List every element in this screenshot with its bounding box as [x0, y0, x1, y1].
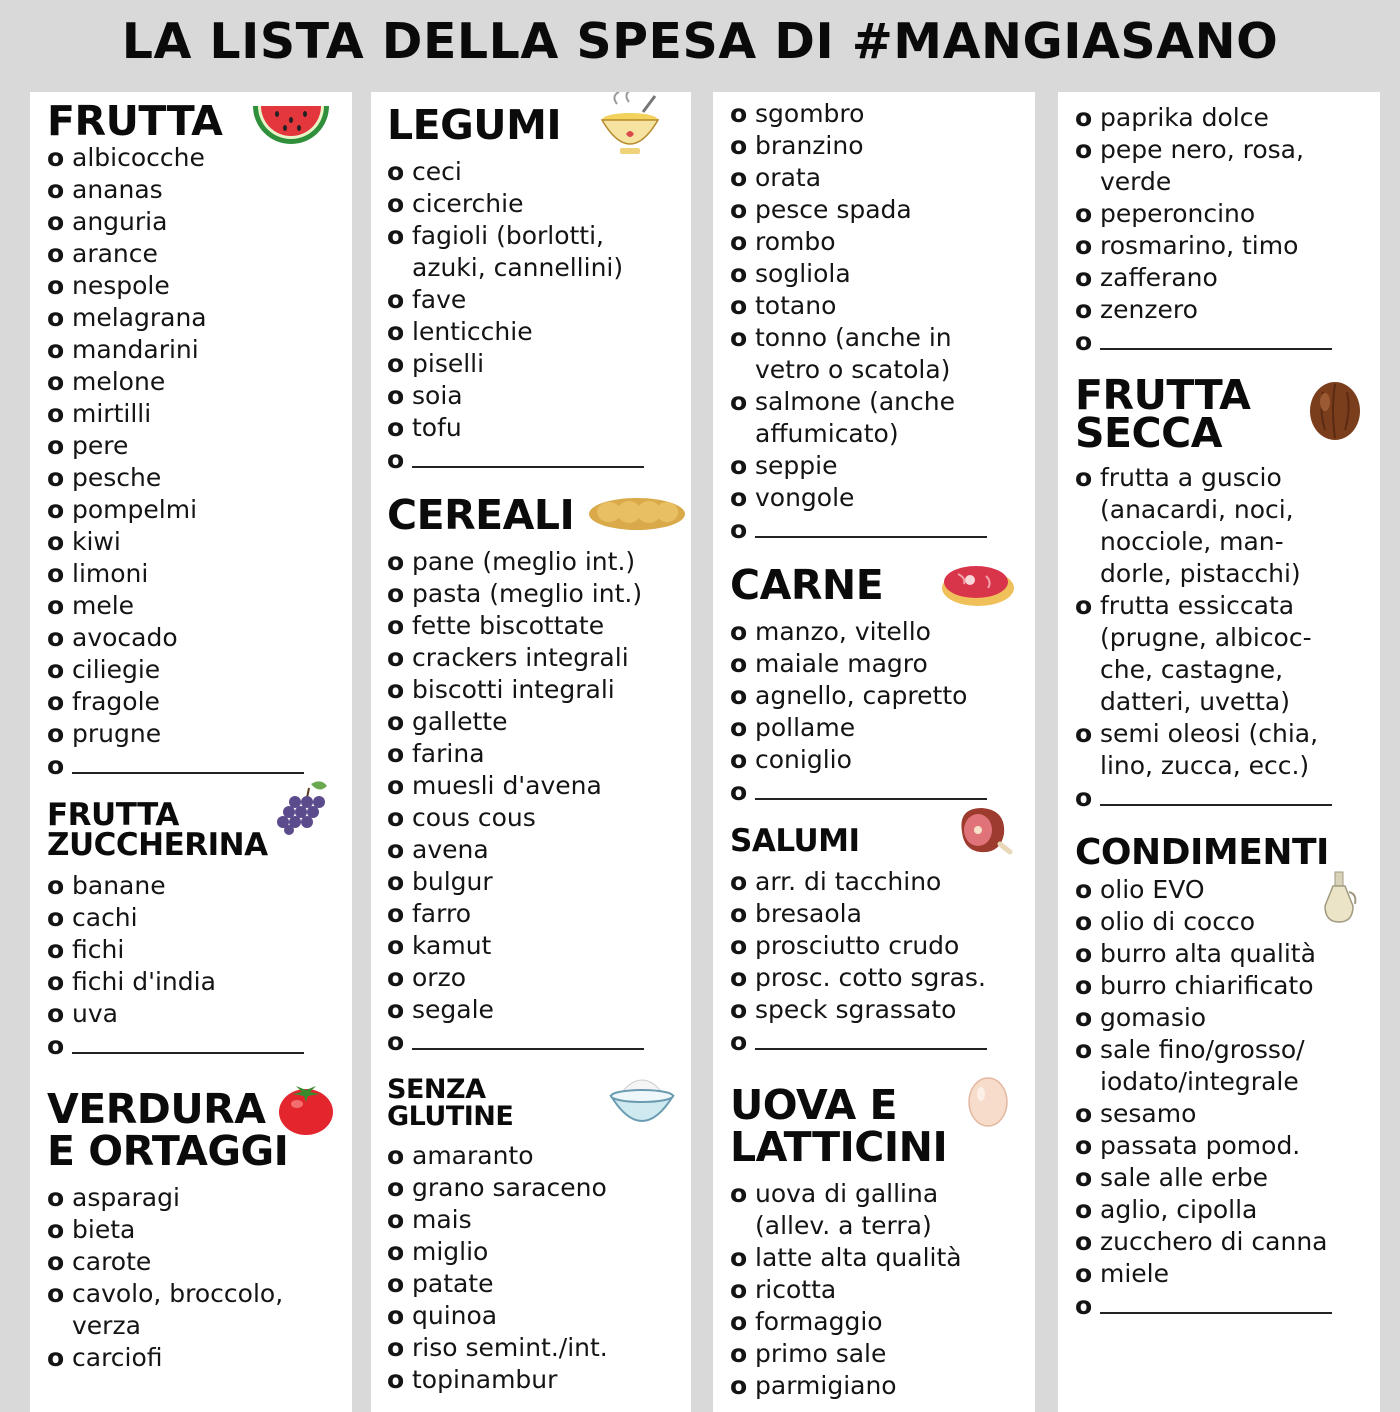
- section-title-carne: CARNE: [730, 564, 1035, 606]
- blank-line-item[interactable]: o: [1075, 326, 1380, 358]
- list-item[interactable]: o mandarini: [47, 335, 199, 364]
- list-item[interactable]: o sgombro: [730, 99, 865, 128]
- list-item[interactable]: o ricotta: [730, 1275, 837, 1304]
- egg-icon: [966, 1072, 1010, 1128]
- section-title-frutta-zuccherina: FRUTTA ZUCCHERINA: [47, 800, 352, 860]
- section-title-condimenti: CONDIMENTI: [1075, 832, 1380, 874]
- list-item[interactable]: o sogliola: [730, 259, 851, 288]
- column-2: [371, 92, 691, 1412]
- list-item[interactable]: o biscotti integrali: [387, 675, 615, 704]
- list-item[interactable]: o frutta a guscio (anacardi, noci, nocciole, man- dorle, pistacchi): [1075, 463, 1301, 588]
- list-item[interactable]: o sesamo: [1075, 1099, 1197, 1128]
- list-senza-glutine: [387, 1140, 691, 1396]
- list-item[interactable]: o pere: [47, 431, 129, 460]
- list-item[interactable]: o ceci: [387, 157, 462, 186]
- list-item[interactable]: o pesce spada: [730, 195, 912, 224]
- list-item[interactable]: o uva: [47, 999, 118, 1028]
- list-item[interactable]: o zucchero di canna: [1075, 1227, 1328, 1256]
- list-item[interactable]: o salmone (anche affumicato): [730, 387, 955, 448]
- list-salumi: [730, 866, 1035, 1058]
- list-item[interactable]: o semi oleosi (chia, lino, zucca, ecc.): [1075, 719, 1319, 780]
- list-item[interactable]: o soia: [387, 381, 463, 410]
- list-item[interactable]: o mirtilli: [47, 399, 152, 428]
- list-item[interactable]: o pepe nero, rosa, verde: [1075, 135, 1304, 196]
- list-item[interactable]: o latte alta qualità: [730, 1243, 962, 1272]
- list-item[interactable]: o crackers integrali: [387, 643, 629, 672]
- list-item[interactable]: o frutta essiccata (prugne, albicoc- che, castagne, datteri, uvetta): [1075, 591, 1312, 716]
- oil-bottle-icon: [1319, 870, 1359, 924]
- list-item[interactable]: o cous cous: [387, 803, 536, 832]
- tomato-icon: [277, 1080, 335, 1136]
- column-3: [713, 92, 1035, 1412]
- list-item[interactable]: o fichi d'india: [47, 967, 216, 996]
- list-item[interactable]: o parmigiano: [730, 1371, 897, 1400]
- list-item[interactable]: o avena: [387, 835, 489, 864]
- list-item[interactable]: o passata pomod.: [1075, 1131, 1301, 1160]
- list-item[interactable]: o muesli d'avena: [387, 771, 602, 800]
- list-item[interactable]: o tonno (anche in vetro o scatola): [730, 323, 952, 384]
- list-item[interactable]: o orata: [730, 163, 822, 192]
- section-title-frutta: FRUTTA: [47, 100, 352, 142]
- list-item[interactable]: o gomasio: [1075, 1003, 1207, 1032]
- list-item[interactable]: o lenticchie: [387, 317, 533, 346]
- list-item[interactable]: o fichi: [47, 935, 125, 964]
- blank-line-item[interactable]: o: [387, 444, 691, 476]
- list-item[interactable]: o fave: [387, 285, 467, 314]
- list-item[interactable]: o ananas: [47, 175, 163, 204]
- list-item[interactable]: o primo sale: [730, 1339, 887, 1368]
- list-item[interactable]: o tofu: [387, 413, 462, 442]
- column-4: [1058, 92, 1380, 1412]
- list-item[interactable]: o mele: [47, 591, 135, 620]
- list-item[interactable]: o prosciutto crudo: [730, 931, 960, 960]
- grapes-icon: [273, 776, 333, 836]
- blank-line-item[interactable]: o: [730, 514, 1035, 546]
- list-item[interactable]: o prugne: [47, 719, 162, 748]
- blank-line-item[interactable]: o: [730, 776, 1035, 808]
- list-item[interactable]: o agnello, capretto: [730, 681, 968, 710]
- list-item[interactable]: o rosmarino, timo: [1075, 231, 1299, 260]
- flour-bowl-icon: [609, 1070, 675, 1126]
- list-legumi: [387, 156, 691, 476]
- list-item[interactable]: o segale: [387, 995, 494, 1024]
- list-item[interactable]: o cachi: [47, 903, 138, 932]
- list-item[interactable]: o bresaola: [730, 899, 862, 928]
- blank-line-item[interactable]: o: [47, 750, 352, 782]
- list-item[interactable]: o bieta: [47, 1215, 136, 1244]
- list-item[interactable]: o kiwi: [47, 527, 121, 556]
- list-cereali: [387, 546, 691, 1058]
- section-title-uova-latticini: UOVA E LATTICINI: [730, 1084, 1035, 1168]
- bread-icon: [587, 496, 687, 532]
- page-title: LA LISTA DELLA SPESA DI #MANGIASANO: [121, 13, 1279, 70]
- list-item[interactable]: o cavolo, broccolo, verza: [47, 1279, 284, 1340]
- list-item[interactable]: o pane (meglio int.): [387, 547, 636, 576]
- section-title-legumi: LEGUMI: [387, 104, 691, 146]
- list-item[interactable]: o pollame: [730, 713, 856, 742]
- list-item[interactable]: o amaranto: [387, 1141, 534, 1170]
- list-item[interactable]: o olio di cocco: [1075, 907, 1256, 936]
- column-1: [30, 92, 352, 1412]
- watermelon-icon: [249, 98, 333, 156]
- list-item[interactable]: o rombo: [730, 227, 836, 256]
- list-item[interactable]: o mais: [387, 1205, 472, 1234]
- list-item[interactable]: o fragole: [47, 687, 160, 716]
- list-item[interactable]: o fette biscottate: [387, 611, 605, 640]
- blank-line-item[interactable]: o: [1075, 1290, 1380, 1322]
- list-item[interactable]: o riso semint./int.: [387, 1333, 608, 1362]
- ham-icon: [954, 802, 1014, 856]
- list-item[interactable]: o maiale magro: [730, 649, 928, 678]
- list-item[interactable]: o pompelmi: [47, 495, 198, 524]
- list-item[interactable]: o carciofi: [47, 1343, 163, 1372]
- list-item[interactable]: o melone: [47, 367, 166, 396]
- list-item[interactable]: o pasta (meglio int.): [387, 579, 643, 608]
- list-frutta-zuccherina: [47, 870, 352, 1062]
- section-title-senza-glutine: SENZA GLUTINE: [387, 1076, 691, 1130]
- list-item[interactable]: o farro: [387, 899, 471, 928]
- list-frutta: [47, 142, 352, 782]
- list-item[interactable]: o zafferano: [1075, 263, 1218, 292]
- list-item[interactable]: o fagioli (borlotti, azuki, cannellini): [387, 221, 624, 282]
- list-item[interactable]: o pesche: [47, 463, 162, 492]
- list-spezie: [1075, 102, 1380, 358]
- list-item[interactable]: o kamut: [387, 931, 492, 960]
- list-item[interactable]: o seppie: [730, 451, 838, 480]
- section-title-salumi: SALUMI: [730, 826, 1035, 856]
- list-condimenti: [1075, 874, 1380, 1322]
- list-item[interactable]: o burro chiarificato: [1075, 971, 1314, 1000]
- steak-icon: [940, 560, 1016, 608]
- list-item[interactable]: o patate: [387, 1269, 494, 1298]
- list-item[interactable]: o ciliegie: [47, 655, 161, 684]
- list-item[interactable]: o nespole: [47, 271, 170, 300]
- list-item[interactable]: o albicocche: [47, 143, 205, 172]
- blank-line-item[interactable]: o: [47, 1030, 352, 1062]
- list-item[interactable]: o peperoncino: [1075, 199, 1256, 228]
- list-item[interactable]: o limoni: [47, 559, 149, 588]
- list-item[interactable]: o quinoa: [387, 1301, 498, 1330]
- list-item[interactable]: o olio EVO: [1075, 875, 1205, 904]
- list-item[interactable]: o sale fino/grosso/ iodato/integrale: [1075, 1035, 1305, 1096]
- list-item[interactable]: o burro alta qualità: [1075, 939, 1316, 968]
- list-verdura: [47, 1182, 352, 1374]
- list-item[interactable]: o asparagi: [47, 1183, 180, 1212]
- list-item[interactable]: o aglio, cipolla: [1075, 1195, 1258, 1224]
- list-item[interactable]: o branzino: [730, 131, 864, 160]
- list-item[interactable]: o gallette: [387, 707, 508, 736]
- list-item[interactable]: o formaggio: [730, 1307, 883, 1336]
- walnut-icon: [1307, 380, 1363, 442]
- list-item[interactable]: o arance: [47, 239, 158, 268]
- list-item[interactable]: o bulgur: [387, 867, 493, 896]
- list-uova-latticini: [730, 1178, 1035, 1402]
- list-item[interactable]: o manzo, vitello: [730, 617, 931, 646]
- list-item[interactable]: o topinambur: [387, 1365, 558, 1394]
- list-item[interactable]: o arr. di tacchino: [730, 867, 942, 896]
- list-item[interactable]: o banane: [47, 871, 166, 900]
- blank-line-item[interactable]: o: [1075, 782, 1380, 814]
- list-item[interactable]: o prosc. cotto sgras.: [730, 963, 986, 992]
- list-item[interactable]: o miglio: [387, 1237, 489, 1266]
- blank-line-item[interactable]: o: [387, 1026, 691, 1058]
- list-item[interactable]: o uova di gallina (allev. a terra): [730, 1179, 939, 1240]
- section-title-frutta-secca: FRUTTA SECCA: [1075, 376, 1380, 452]
- list-item[interactable]: o miele: [1075, 1259, 1170, 1288]
- list-item[interactable]: o totano: [730, 291, 837, 320]
- list-frutta-secca: [1075, 462, 1380, 814]
- list-item[interactable]: o grano saraceno: [387, 1173, 607, 1202]
- list-item[interactable]: o piselli: [387, 349, 485, 378]
- list-item[interactable]: o cicerchie: [387, 189, 524, 218]
- blank-line-item[interactable]: o: [730, 1026, 1035, 1058]
- list-item[interactable]: o carote: [47, 1247, 152, 1276]
- list-item[interactable]: o anguria: [47, 207, 168, 236]
- list-item[interactable]: o coniglio: [730, 745, 852, 774]
- list-item[interactable]: o paprika dolce: [1075, 103, 1269, 132]
- list-item[interactable]: o sale alle erbe: [1075, 1163, 1269, 1192]
- list-item[interactable]: o avocado: [47, 623, 178, 652]
- soup-bowl-icon: [599, 92, 661, 158]
- list-item[interactable]: o orzo: [387, 963, 466, 992]
- section-title-cereali: CEREALI: [387, 494, 691, 536]
- list-carne: [730, 616, 1035, 808]
- list-item[interactable]: o melagrana: [47, 303, 207, 332]
- list-item[interactable]: o farina: [387, 739, 485, 768]
- section-title-verdura: VERDURA E ORTAGGI: [47, 1088, 352, 1172]
- list-item[interactable]: o vongole: [730, 483, 855, 512]
- list-item[interactable]: o zenzero: [1075, 295, 1198, 324]
- list-item[interactable]: o speck sgrassato: [730, 995, 957, 1024]
- list-pesce: [730, 98, 1035, 546]
